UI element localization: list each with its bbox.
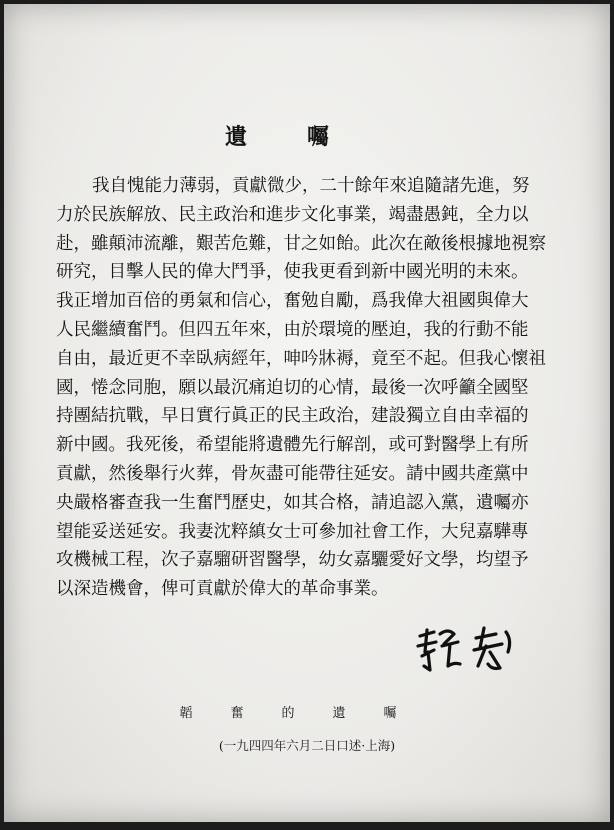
text-line: 自由，最近更不幸臥病經年，呻吟牀褥，竟至不起。但我心懷祖 [56,348,546,369]
text-line: 望能妥送延安。我妻沈粹縝女士可參加社會工作，大兒嘉驊專 [56,521,529,542]
text-line: 研究，目擊人民的偉大鬥爭，使我更看到新中國光明的未來。 [56,262,529,283]
text-line: 力於民族解放、民主政治和進步文化事業，竭盡愚鈍，全力以 [56,204,529,225]
text-line: 新中國。我死後，希望能將遺體先行解剖，或可對醫學上有所 [56,435,529,456]
text-line: 攻機械工程，次子嘉騮研習醫學，幼女嘉驪愛好文學，均望予 [56,550,529,571]
handwritten-signature [414,622,524,678]
will-body-text [56,172,570,604]
document-title: 遺囑 [224,124,389,150]
text-line: 我正增加百倍的勇氣和信心，奮勉自勵，爲我偉大祖國與偉大 [56,291,529,312]
text-line: 我自愧能力薄弱，貢獻微少，二十餘年來追隨諸先進，努 [92,176,530,196]
text-line: 貢獻，然後舉行火葬，骨灰盡可能帶往延安。請中國共產黨中 [56,463,529,484]
text-line: 持團結抗戰，早日實行眞正的民主政治，建設獨立自由幸福的 [56,406,529,427]
text-line: 以深造機會，俾可貢獻於偉大的革命事業。 [56,579,389,600]
signature-caption: 韜奮的遺囑 [179,706,435,721]
document-page [4,4,610,822]
text-line: 央嚴格審查我一生奮鬥歷史，如其合格，請追認入黨，遺囑亦 [56,492,529,513]
text-line: 赴，雖顛沛流離，艱苦危難，甘之如飴。此次在敵後根據地視察 [56,233,546,254]
text-line: 人民繼續奮鬥。但四五年來，由於環境的壓迫，我的行動不能 [56,319,529,340]
text-line: 國，惓念同胞，願以最沉痛迫切的心情，最後一次呼籲全國堅 [56,377,529,398]
date-note: (一九四四年六月二日口述·上海) [218,738,396,753]
